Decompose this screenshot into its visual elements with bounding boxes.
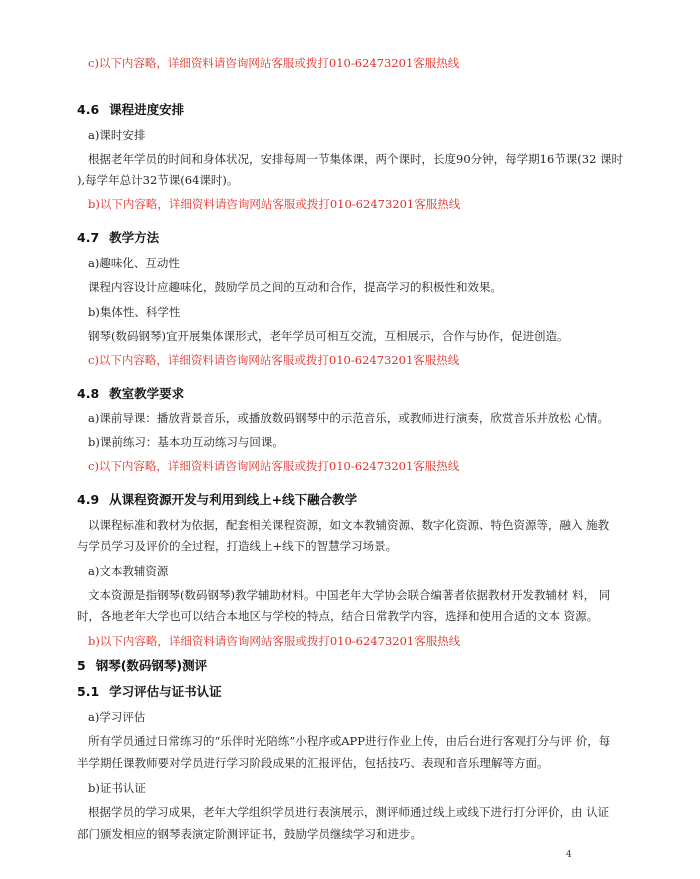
list-item-label: a)学习评估 bbox=[88, 710, 146, 724]
section-heading-4-6 bbox=[77, 101, 184, 119]
heading-number: 5.1 bbox=[77, 684, 100, 699]
paragraph-line: 半学期任课教师要对学员进行学习阶段成果的汇报评估，包括技巧、表现和音乐理解等方面。 bbox=[77, 756, 549, 770]
list-item: b)课前练习：基本功互动练习与回课。 bbox=[88, 435, 284, 449]
list-item-label: b)集体性、科学性 bbox=[88, 305, 181, 319]
section-heading-5 bbox=[77, 657, 207, 675]
paragraph-line: 所有学员通过日常练习的“乐伴时光陪练”小程序或APP进行作业上传，由后台进行客观打分与评 价，每 bbox=[88, 734, 611, 748]
paragraph-line: 部门颁发相应的钢琴表演定阶测评证书，鼓励学员继续学习和进步。 bbox=[77, 827, 422, 841]
heading-number: 4.6 bbox=[77, 102, 100, 117]
paragraph-line: 根据学员的学习成果，老年大学组织学员进行表演展示，测评师通过线上或线下进行打分评价，由 认证 bbox=[88, 805, 610, 819]
paragraph-line: 课程内容设计应趣味化，鼓励学员之间的互动和合作，提高学习的积极性和效果。 bbox=[88, 280, 502, 294]
heading-number: 4.7 bbox=[77, 230, 100, 245]
paragraph-line: 钢琴(数码钢琴)宜开展集体课形式，老年学员可相互交流，互相展示，合作与协作，促进创造。 bbox=[88, 329, 569, 343]
notice-line: b)以下内容略，详细资料请咨询网站客服或拨打010-62473201客服热线 bbox=[88, 197, 461, 211]
notice-line: b)以下内容略，详细资料请咨询网站客服或拨打010-62473201客服热线 bbox=[88, 634, 461, 648]
section-heading-4-7 bbox=[77, 229, 159, 247]
notice-line: c)以下内容略，详细资料请咨询网站客服或拨打010-62473201客服热线 bbox=[88, 56, 460, 70]
list-item-label: b)证书认证 bbox=[88, 781, 146, 795]
list-item-label: a)课时安排 bbox=[88, 128, 146, 142]
paragraph-line: 时，各地老年大学也可以结合本地区与学校的特点，结合日常教学内容，选择和使用合适的文本 资源。 bbox=[77, 609, 599, 623]
heading-title: 从课程资源开发与利用到线上+线下融合教学 bbox=[109, 492, 358, 507]
heading-number: 4.8 bbox=[77, 386, 100, 401]
section-heading-4-9 bbox=[77, 491, 357, 509]
notice-line: c)以下内容略，详细资料请咨询网站客服或拨打010-62473201客服热线 bbox=[88, 459, 460, 473]
list-item-label: a)趣味化、互动性 bbox=[88, 256, 180, 270]
paragraph-line: 文本资源是指钢琴(数码钢琴)教学辅助材料。中国老年大学协会联合编著者依据教材开发教辅材 料， 同 bbox=[88, 588, 611, 602]
heading-title: 课程进度安排 bbox=[109, 102, 185, 117]
paragraph-line: ),每学年总计32节课(64课时)。 bbox=[77, 173, 239, 187]
heading-title: 学习评估与证书认证 bbox=[109, 684, 222, 699]
notice-line: c)以下内容略，详细资料请咨询网站客服或拨打010-62473201客服热线 bbox=[88, 353, 460, 367]
section-heading-5-1 bbox=[77, 683, 222, 701]
page-number: 4 bbox=[566, 850, 572, 860]
list-item-label: a)文本教辅资源 bbox=[88, 564, 169, 578]
heading-title: 教学方法 bbox=[109, 230, 160, 245]
paragraph-line: 根据老年学员的时间和身体状况，安排每周一节集体课，两个课时，长度90分钟，每学期16节课(32 课时 bbox=[88, 152, 624, 166]
section-heading-4-8 bbox=[77, 385, 184, 403]
heading-number: 4.9 bbox=[77, 492, 100, 507]
paragraph-line: 与学员学习及评价的全过程，打造线上+线下的智慧学习场景。 bbox=[77, 539, 398, 553]
heading-title: 钢琴(数码钢琴)测评 bbox=[95, 658, 208, 673]
heading-title: 教室教学要求 bbox=[109, 386, 185, 401]
list-item: a)课前导课：播放背景音乐，或播放数码钢琴中的示范音乐，或教师进行演奏，欣赏音乐并放松 心情。 bbox=[88, 411, 609, 425]
heading-number: 5 bbox=[77, 658, 86, 673]
paragraph-line: 以课程标准和教材为依据，配套相关课程资源，如文本教辅资源、数字化资源、特色资源等，融入 施教 bbox=[88, 518, 610, 532]
